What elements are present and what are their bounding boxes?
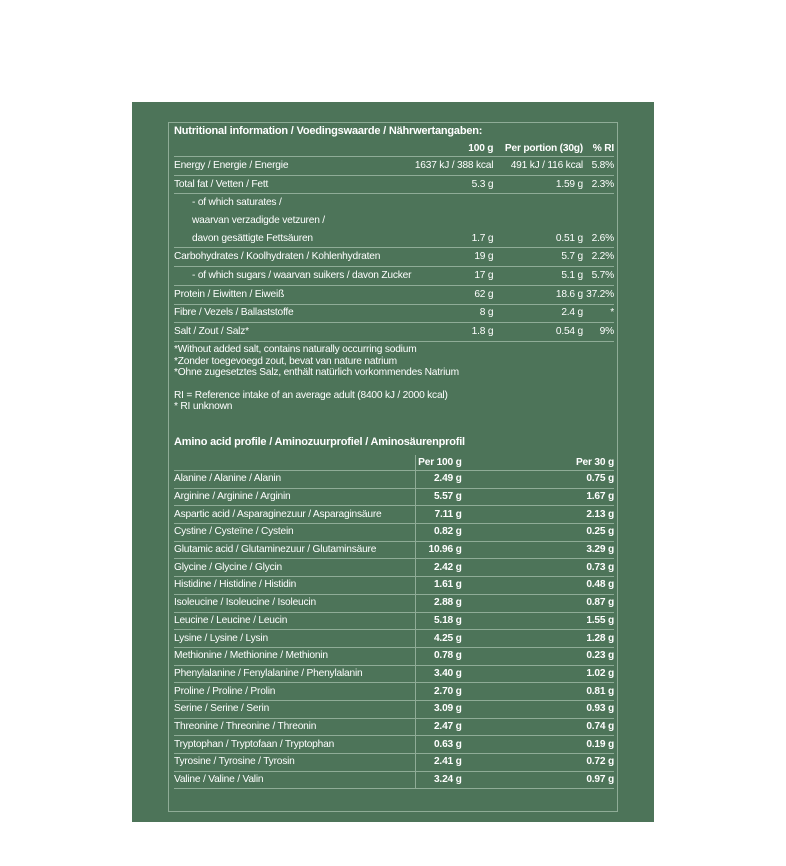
table-row: Energy / Energie / Energie 1637 kJ / 388 kcal 491 kJ / 116 kcal 5.8%: [174, 157, 614, 176]
footnotes: [174, 344, 459, 413]
footnote: *Zonder toegevoegd zout, bevat van nature natrium: [174, 355, 397, 367]
footnote: * RI unknown: [174, 401, 233, 412]
table-row: Tryptophan / Tryptofaan / Tryptophan 0.63 g 0.19 g: [174, 736, 614, 754]
table-row: Isoleucine / Isoleucine / Isoleucin 2.88 g 0.87 g: [174, 594, 614, 612]
table-row: Lysine / Lysine / Lysin 4.25 g 1.28 g: [174, 630, 614, 648]
amino-heading: Amino acid profile / Aminozuurprofiel / Aminosäurenprofil: [174, 436, 465, 448]
table-row: Proline / Proline / Prolin 2.70 g 0.81 g: [174, 683, 614, 701]
nutrition-heading: Nutritional information / Voedingswaarde / Nährwertangaben:: [174, 125, 483, 137]
table-row: - of which sugars / waarvan suikers / davon Zucker 17 g 5.1 g 5.7%: [174, 267, 614, 286]
nutrition-header-row: [174, 141, 614, 157]
table-row: Carbohydrates / Koolhydraten / Kohlenhydraten 19 g 5.7 g 2.2%: [174, 248, 614, 267]
table-row: Aspartic acid / Asparaginezuur / Asparaginsäure 7.11 g 2.13 g: [174, 506, 614, 524]
table-row: Phenylalanine / Fenylalanine / Phenylalanin 3.40 g 1.02 g: [174, 665, 614, 683]
table-row: davon gesättigte Fettsäuren 1.7 g 0.51 g 2.6%: [174, 230, 614, 248]
table-row: Salt / Zout / Salz* 1.8 g 0.54 g 9%: [174, 323, 614, 342]
table-row: Methionine / Methionine / Methionin 0.78 g 0.23 g: [174, 647, 614, 665]
amino-table: [174, 455, 614, 789]
table-row: Glutamic acid / Glutaminezuur / Glutaminsäure 10.96 g 3.29 g: [174, 541, 614, 559]
col-per100: Per 100 g: [415, 455, 464, 471]
table-row: Protein / Eiwitten / Eiweiß 62 g 18.6 g 37.2%: [174, 285, 614, 304]
table-row: Total fat / Vetten / Fett 5.3 g 1.59 g 2.3%: [174, 175, 614, 194]
footnote: RI = Reference intake of an average adult (8400 kJ / 2000 kcal): [174, 389, 448, 401]
table-row: - of which saturates /: [192, 197, 282, 209]
table-row: waarvan verzadigde vetzuren /: [192, 214, 325, 226]
col-100g: 100 g: [411, 141, 493, 157]
table-row: Arginine / Arginine / Arginin 5.57 g 1.67 g: [174, 488, 614, 506]
table-row: Threonine / Threonine / Threonin 2.47 g 0.74 g: [174, 718, 614, 736]
table-row: Fibre / Vezels / Ballaststoffe 8 g 2.4 g *: [174, 304, 614, 323]
nutrition-label-panel: [132, 102, 654, 822]
table-row: Alanine / Alanine / Alanin 2.49 g 0.75 g: [174, 471, 614, 489]
table-row: Valine / Valine / Valin 3.24 g 0.97 g: [174, 771, 614, 789]
footnote: *Ohne zugesetztes Salz, enthält natürlich vorkommendes Natrium: [174, 367, 459, 378]
col-ri: % RI: [583, 141, 614, 157]
amino-header-row: [174, 455, 614, 471]
table-row: Cystine / Cysteïne / Cystein 0.82 g 0.25 g: [174, 524, 614, 542]
footnote: *Without added salt, contains naturally occurring sodium: [174, 344, 417, 355]
table-row: Glycine / Glycine / Glycin 2.42 g 0.73 g: [174, 559, 614, 577]
table-row: Serine / Serine / Serin 3.09 g 0.93 g: [174, 700, 614, 718]
table-row: Histidine / Histidine / Histidin 1.61 g 0.48 g: [174, 577, 614, 595]
col-per30: Per 30 g: [464, 455, 614, 471]
table-row: Tyrosine / Tyrosine / Tyrosin 2.41 g 0.72 g: [174, 754, 614, 772]
col-portion: Per portion (30g): [493, 141, 583, 157]
table-row: Leucine / Leucine / Leucin 5.18 g 1.55 g: [174, 612, 614, 630]
nutrition-table: [174, 141, 614, 342]
